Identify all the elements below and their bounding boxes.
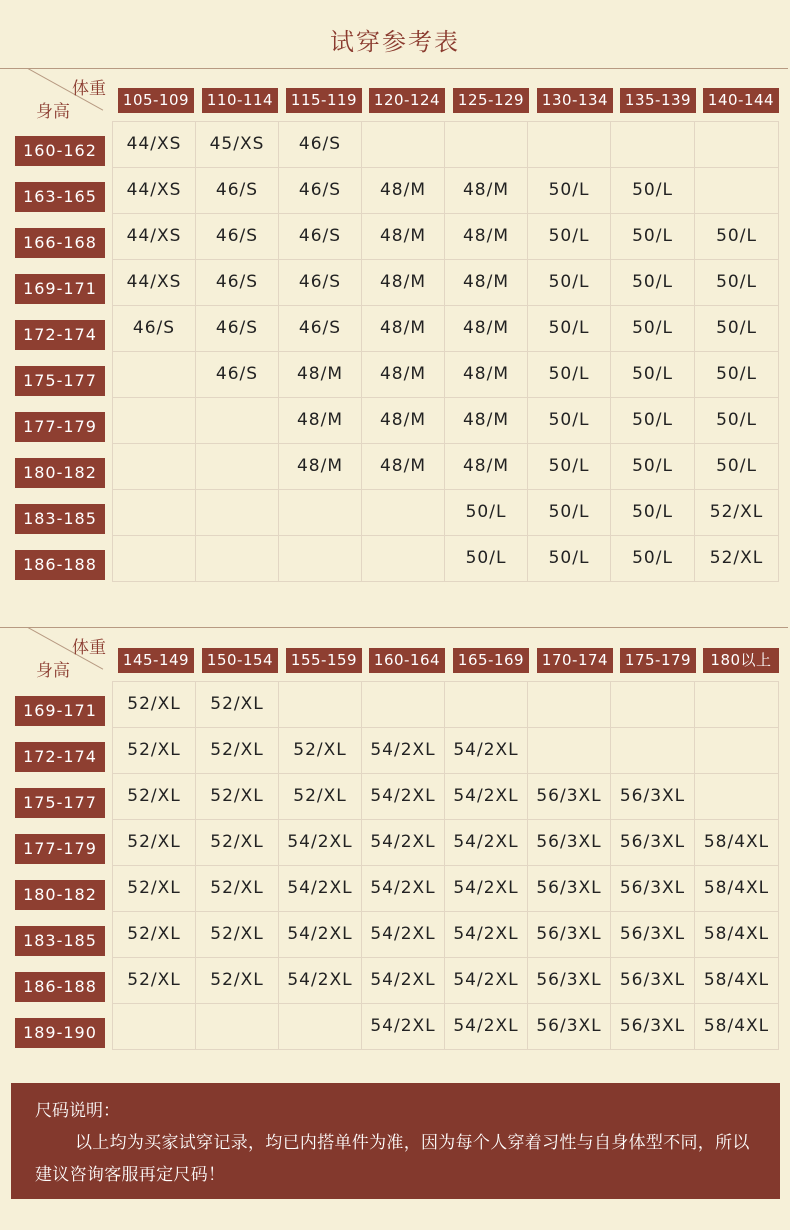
- size-cell: 54/2XL: [445, 912, 528, 957]
- size-cell: [528, 682, 611, 727]
- height-row-header: 175-177: [15, 788, 105, 818]
- size-cell: 50/L: [611, 490, 695, 535]
- size-cell: 46/S: [196, 214, 279, 259]
- size-cell: 48/M: [445, 306, 528, 351]
- size-cell: [196, 490, 279, 535]
- size-cell: 46/S: [113, 306, 196, 351]
- size-cell: 58/4XL: [695, 912, 779, 957]
- size-cell: 54/2XL: [279, 912, 362, 957]
- table-row: [113, 912, 779, 958]
- size-cell: [113, 398, 196, 443]
- corner-height-label: 身高: [36, 102, 70, 122]
- size-cell: [695, 122, 779, 167]
- size-cell: 56/3XL: [528, 1004, 611, 1049]
- weight-column-header: 115-119: [286, 88, 362, 113]
- size-cell: 50/L: [611, 260, 695, 305]
- size-cell: 46/S: [196, 260, 279, 305]
- size-cell: [528, 728, 611, 773]
- size-cell: 48/M: [445, 214, 528, 259]
- weight-column-header: 135-139: [620, 88, 696, 113]
- weight-column-header: 165-169: [453, 648, 529, 673]
- size-cell: 58/4XL: [695, 1004, 779, 1049]
- size-cell: 44/XS: [113, 260, 196, 305]
- size-cell: 50/L: [528, 260, 611, 305]
- table-row: [113, 214, 779, 260]
- size-cell: [113, 1004, 196, 1049]
- size-note: [11, 1083, 780, 1199]
- height-row-header: 186-188: [15, 972, 105, 1002]
- size-cell: 50/L: [611, 214, 695, 259]
- size-cell: [695, 168, 779, 213]
- table-row: [113, 958, 779, 1004]
- size-cell: 50/L: [611, 398, 695, 443]
- size-cell: 48/M: [445, 398, 528, 443]
- size-cell: [196, 536, 279, 581]
- table-row: [113, 1004, 779, 1050]
- size-cell: 54/2XL: [445, 866, 528, 911]
- height-row-header: 169-171: [15, 274, 105, 304]
- size-cell: 54/2XL: [445, 958, 528, 1003]
- size-cell: 52/XL: [196, 774, 279, 819]
- weight-column-header: 105-109: [118, 88, 194, 113]
- size-cell: 50/L: [528, 214, 611, 259]
- size-cell: 52/XL: [113, 866, 196, 911]
- size-cell: 48/M: [362, 306, 445, 351]
- size-cell: 48/M: [445, 444, 528, 489]
- size-cell: 46/S: [279, 122, 362, 167]
- height-row-header: 183-185: [15, 504, 105, 534]
- size-cell: 48/M: [279, 444, 362, 489]
- table-row: [113, 260, 779, 306]
- table-row: [113, 682, 779, 728]
- size-cell: 52/XL: [196, 866, 279, 911]
- size-cell: 52/XL: [113, 728, 196, 773]
- height-row-header: 172-174: [15, 742, 105, 772]
- size-cell: 54/2XL: [445, 820, 528, 865]
- weight-column-header: 180以上: [703, 648, 779, 673]
- size-cell: 58/4XL: [695, 958, 779, 1003]
- size-cell: 54/2XL: [279, 958, 362, 1003]
- size-cell: [279, 1004, 362, 1049]
- weight-column-header: 170-174: [537, 648, 613, 673]
- size-cell: 50/L: [695, 306, 779, 351]
- size-cell: 46/S: [279, 260, 362, 305]
- weight-column-header: 175-179: [620, 648, 696, 673]
- table-row: [113, 168, 779, 214]
- weight-column-header: 140-144: [703, 88, 779, 113]
- size-cell: 46/S: [279, 214, 362, 259]
- size-cell: 45/XS: [196, 122, 279, 167]
- size-cell: 50/L: [528, 536, 611, 581]
- size-cell: 48/M: [362, 214, 445, 259]
- size-cell: [611, 728, 695, 773]
- corner-height-label: 身高: [36, 661, 70, 681]
- size-cell: 54/2XL: [279, 820, 362, 865]
- table-row: [113, 398, 779, 444]
- size-cell: 54/2XL: [362, 958, 445, 1003]
- height-row-header: 183-185: [15, 926, 105, 956]
- height-row-header: 177-179: [15, 412, 105, 442]
- size-cell: 50/L: [528, 490, 611, 535]
- table-row: [113, 490, 779, 536]
- size-cell: [445, 122, 528, 167]
- size-cell: 54/2XL: [445, 728, 528, 773]
- height-row-header: 189-190: [15, 1018, 105, 1048]
- size-cell: 52/XL: [113, 820, 196, 865]
- size-cell: 44/XS: [113, 122, 196, 167]
- size-cell: 50/L: [528, 398, 611, 443]
- size-cell: 50/L: [611, 352, 695, 397]
- size-cell: 50/L: [611, 168, 695, 213]
- size-cell: 54/2XL: [362, 1004, 445, 1049]
- size-grid: [112, 681, 779, 1050]
- size-cell: 50/L: [695, 398, 779, 443]
- size-cell: 56/3XL: [611, 866, 695, 911]
- height-row-header: 172-174: [15, 320, 105, 350]
- size-cell: 44/XS: [113, 168, 196, 213]
- size-cell: 52/XL: [113, 774, 196, 819]
- size-cell: 52/XL: [196, 682, 279, 727]
- table-row: [113, 728, 779, 774]
- size-cell: [113, 490, 196, 535]
- size-cell: 56/3XL: [611, 1004, 695, 1049]
- weight-column-header: 160-164: [369, 648, 445, 673]
- size-cell: 52/XL: [196, 820, 279, 865]
- size-cell: 56/3XL: [611, 912, 695, 957]
- size-cell: [362, 490, 445, 535]
- size-cell: [362, 122, 445, 167]
- size-cell: [695, 682, 779, 727]
- size-cell: 46/S: [279, 306, 362, 351]
- height-row-header: 177-179: [15, 834, 105, 864]
- size-cell: 56/3XL: [528, 912, 611, 957]
- size-cell: [279, 682, 362, 727]
- size-cell: 56/3XL: [528, 958, 611, 1003]
- weight-column-header: 120-124: [369, 88, 445, 113]
- size-cell: 56/3XL: [528, 774, 611, 819]
- size-cell: 48/M: [362, 352, 445, 397]
- size-cell: [113, 352, 196, 397]
- height-row-header: 163-165: [15, 182, 105, 212]
- size-cell: 48/M: [279, 352, 362, 397]
- weight-column-header: 155-159: [286, 648, 362, 673]
- table-top-line: [0, 627, 788, 628]
- size-cell: [695, 774, 779, 819]
- size-cell: 50/L: [611, 536, 695, 581]
- size-cell: 48/M: [445, 260, 528, 305]
- size-cell: 50/L: [445, 490, 528, 535]
- size-cell: [113, 444, 196, 489]
- size-cell: 48/M: [362, 398, 445, 443]
- height-row-header: 180-182: [15, 880, 105, 910]
- size-cell: 48/M: [362, 444, 445, 489]
- size-cell: [196, 444, 279, 489]
- weight-column-header: 145-149: [118, 648, 194, 673]
- size-cell: 56/3XL: [611, 958, 695, 1003]
- table-row: [113, 306, 779, 352]
- size-cell: 56/3XL: [611, 774, 695, 819]
- size-cell: 50/L: [528, 352, 611, 397]
- size-cell: [196, 1004, 279, 1049]
- table-row: [113, 820, 779, 866]
- size-cell: [113, 536, 196, 581]
- size-cell: 50/L: [611, 306, 695, 351]
- height-row-header: 169-171: [15, 696, 105, 726]
- size-cell: [695, 728, 779, 773]
- size-cell: 46/S: [196, 306, 279, 351]
- size-cell: 56/3XL: [528, 820, 611, 865]
- size-cell: 48/M: [445, 168, 528, 213]
- height-row-header: 180-182: [15, 458, 105, 488]
- size-cell: 52/XL: [196, 728, 279, 773]
- size-cell: 54/2XL: [362, 774, 445, 819]
- size-cell: 46/S: [196, 168, 279, 213]
- size-cell: 50/L: [611, 444, 695, 489]
- size-cell: [196, 398, 279, 443]
- size-cell: 52/XL: [279, 774, 362, 819]
- size-cell: 50/L: [445, 536, 528, 581]
- size-cell: 54/2XL: [362, 820, 445, 865]
- size-cell: 44/XS: [113, 214, 196, 259]
- size-cell: 58/4XL: [695, 820, 779, 865]
- size-cell: 52/XL: [113, 958, 196, 1003]
- size-cell: 54/2XL: [362, 912, 445, 957]
- table-row: [113, 536, 779, 582]
- size-cell: 56/3XL: [528, 866, 611, 911]
- size-grid: [112, 121, 779, 582]
- note-title: 尺码说明：: [35, 1101, 120, 1121]
- size-cell: 50/L: [695, 352, 779, 397]
- size-cell: 48/M: [279, 398, 362, 443]
- size-cell: [279, 490, 362, 535]
- size-cell: 52/XL: [695, 490, 779, 535]
- size-cell: 46/S: [196, 352, 279, 397]
- size-cell: [611, 122, 695, 167]
- size-cell: 50/L: [528, 306, 611, 351]
- size-cell: [445, 682, 528, 727]
- corner-weight-label: 体重: [72, 638, 106, 658]
- table-row: [113, 774, 779, 820]
- table-row: [113, 444, 779, 490]
- size-cell: 54/2XL: [362, 866, 445, 911]
- table-row: [113, 352, 779, 398]
- height-row-header: 186-188: [15, 550, 105, 580]
- size-cell: 54/2XL: [362, 728, 445, 773]
- size-cell: 56/3XL: [611, 820, 695, 865]
- size-cell: 54/2XL: [279, 866, 362, 911]
- size-cell: [611, 682, 695, 727]
- weight-column-header: 125-129: [453, 88, 529, 113]
- size-cell: 52/XL: [113, 912, 196, 957]
- size-cell: 58/4XL: [695, 866, 779, 911]
- size-cell: 50/L: [695, 260, 779, 305]
- note-body: 以上均为买家试穿记录，均已内搭单件为准，因为每个人穿着习性与自身体型不同，所以建议咨询客服再定尺码！: [35, 1133, 750, 1185]
- size-cell: 52/XL: [196, 958, 279, 1003]
- height-row-header: 166-168: [15, 228, 105, 258]
- size-cell: [279, 536, 362, 581]
- height-row-header: 175-177: [15, 366, 105, 396]
- size-cell: 50/L: [528, 168, 611, 213]
- size-cell: 46/S: [279, 168, 362, 213]
- size-cell: 50/L: [695, 214, 779, 259]
- weight-column-header: 110-114: [202, 88, 278, 113]
- table-row: [113, 866, 779, 912]
- size-cell: 48/M: [445, 352, 528, 397]
- height-row-header: 160-162: [15, 136, 105, 166]
- size-cell: 50/L: [695, 444, 779, 489]
- weight-column-header: 130-134: [537, 88, 613, 113]
- table-row: [113, 122, 779, 168]
- size-cell: 48/M: [362, 168, 445, 213]
- size-cell: [528, 122, 611, 167]
- page-title: 试穿参考表: [330, 28, 460, 56]
- size-cell: [362, 682, 445, 727]
- size-cell: 54/2XL: [445, 774, 528, 819]
- size-cell: 54/2XL: [445, 1004, 528, 1049]
- size-cell: 52/XL: [279, 728, 362, 773]
- size-cell: 50/L: [528, 444, 611, 489]
- size-cell: 52/XL: [113, 682, 196, 727]
- corner-weight-label: 体重: [72, 79, 106, 99]
- size-cell: 52/XL: [196, 912, 279, 957]
- size-cell: [362, 536, 445, 581]
- size-cell: 52/XL: [695, 536, 779, 581]
- size-cell: 48/M: [362, 260, 445, 305]
- table-top-line: [0, 68, 788, 69]
- weight-column-header: 150-154: [202, 648, 278, 673]
